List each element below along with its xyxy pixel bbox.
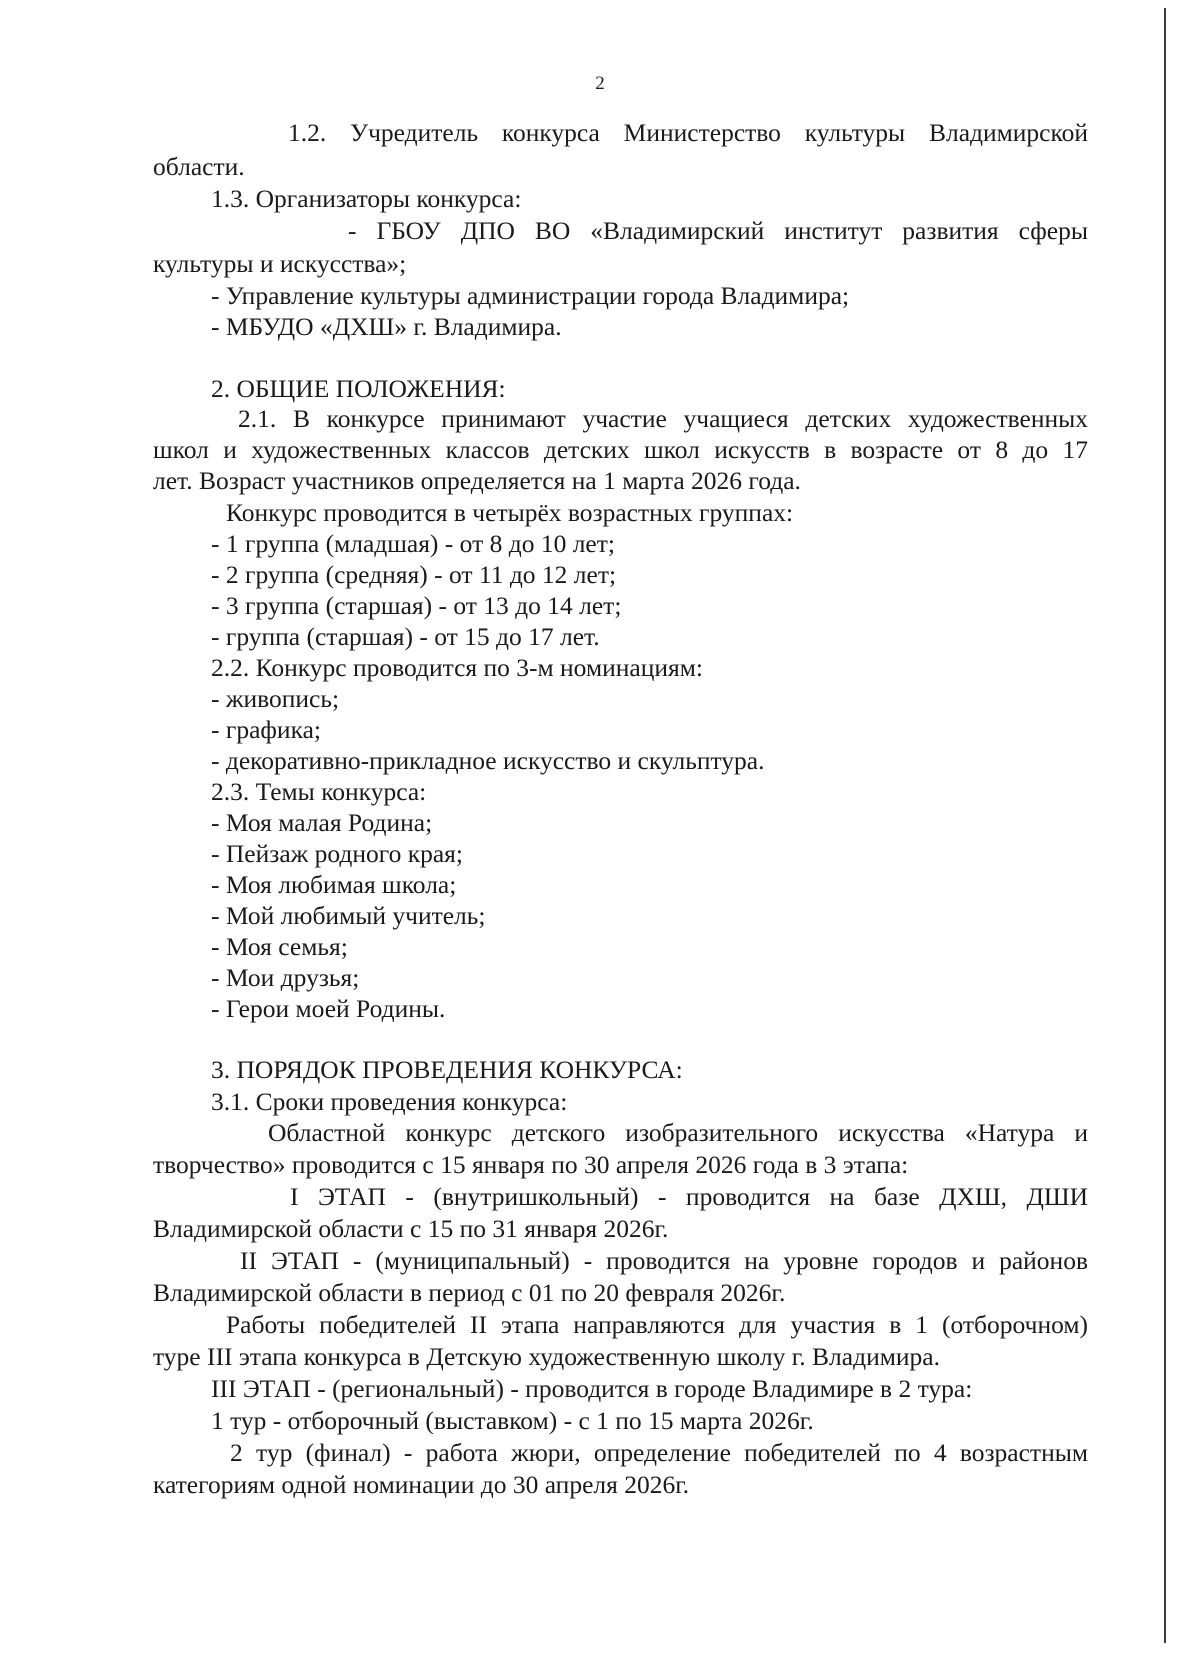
text-line-contest-cont: творчество» проводится с 15 января по 30 апреля 2026 года в 3 этапа: — [153, 1150, 909, 1179]
text-line-stage-2: II ЭТАП - (муниципальный) - проводится на уровне городов и районов — [240, 1246, 1088, 1275]
text-line-stage-2-cont: Владимирской области в период с 01 по 20 февраля 2026г. — [153, 1278, 786, 1307]
text-line-organizer-3: - МБУДО «ДХШ» г. Владимира. — [211, 312, 562, 341]
text-line-organizer-1-cont: культуры и искусства»; — [153, 249, 407, 278]
list-item-theme-5: - Моя семья; — [211, 932, 348, 961]
list-item-theme-2: - Пейзаж родного края; — [211, 839, 463, 868]
list-item-decorative: - декоративно-прикладное искусство и скульптура. — [211, 746, 765, 775]
text-line-1-2: 1.2. Учредитель конкурса Министерство культуры Владимирской — [288, 118, 1088, 147]
list-item-theme-6: - Мои друзья; — [211, 963, 360, 992]
text-line-2-1-cont2: лет. Возраст участников определяется на 1 марта 2026 года. — [153, 466, 801, 495]
text-line-round-2-cont: категориям одной номинации до 30 апреля 2026г. — [153, 1470, 690, 1499]
text-line-stage-1-cont: Владимирской области с 15 по 31 января 2026г. — [153, 1214, 669, 1243]
section-heading-2: 2. ОБЩИЕ ПОЛОЖЕНИЯ: — [211, 374, 506, 403]
list-item-group-3: - 3 группа (старшая) - от 13 до 14 лет; — [211, 591, 622, 620]
text-line-winners: Работы победителей II этапа направляются для участия в 1 (отборочном) — [226, 1310, 1088, 1339]
list-item-theme-1: - Моя малая Родина; — [211, 808, 433, 837]
text-line-organizer-2: - Управление культуры администрации города Владимира; — [211, 281, 850, 310]
text-line-stage-3: III ЭТАП - (региональный) - проводится в городе Владимире в 2 тура: — [211, 1374, 973, 1403]
section-heading-3: 3. ПОРЯДОК ПРОВЕДЕНИЯ КОНКУРСА: — [211, 1055, 683, 1084]
scan-edge-line — [1164, 8, 1166, 1643]
text-line-age-groups: Конкурс проводится в четырёх возрастных группах: — [226, 498, 794, 527]
text-line-contest: Областной конкурс детского изобразительного искусства «Натура и — [268, 1118, 1088, 1147]
list-item-theme-3: - Моя любимая школа; — [211, 870, 457, 899]
list-item-theme-4: - Мой любимый учитель; — [211, 901, 486, 930]
text-line-2-2: 2.2. Конкурс проводится по 3-м номинациям: — [211, 653, 703, 682]
text-line-1-3: 1.3. Организаторы конкурса: — [211, 184, 522, 213]
list-item-theme-7: - Герои моей Родины. — [211, 994, 446, 1023]
text-line-3-1: 3.1. Сроки проведения конкурса: — [211, 1087, 568, 1116]
text-line-2-1: 2.1. В конкурсе принимают участие учащиеся детских художественных — [238, 404, 1088, 433]
list-item-group-2: - 2 группа (средняя) - от 11 до 12 лет; — [211, 560, 617, 589]
text-line-round-2: 2 тур (финал) - работа жюри, определение победителей по 4 возрастным — [230, 1438, 1088, 1467]
text-line-round-1: 1 тур - отборочный (выставком) - с 1 по 15 марта 2026г. — [211, 1406, 814, 1435]
text-line-winners-cont: туре III этапа конкурса в Детскую художественную школу г. Владимира. — [153, 1342, 940, 1371]
text-line-1-2-cont: области. — [153, 152, 245, 181]
list-item-painting: - живопись; — [211, 684, 340, 713]
list-item-group-4: - группа (старшая) - от 15 до 17 лет. — [211, 622, 600, 651]
page-number: 2 — [595, 73, 605, 94]
text-line-stage-1: I ЭТАП - (внутришкольный) - проводится на базе ДХШ, ДШИ — [290, 1182, 1088, 1211]
text-line-2-3: 2.3. Темы конкурса: — [211, 777, 427, 806]
list-item-group-1: - 1 группа (младшая) - от 8 до 10 лет; — [211, 529, 615, 558]
text-line-organizer-1: - ГБОУ ДПО ВО «Владимирский институт развития сферы — [348, 216, 1088, 245]
list-item-graphics: - графика; — [211, 715, 321, 744]
text-line-2-1-cont: школ и художественных классов детских школ искусств в возрасте от 8 до 17 — [153, 435, 1088, 464]
